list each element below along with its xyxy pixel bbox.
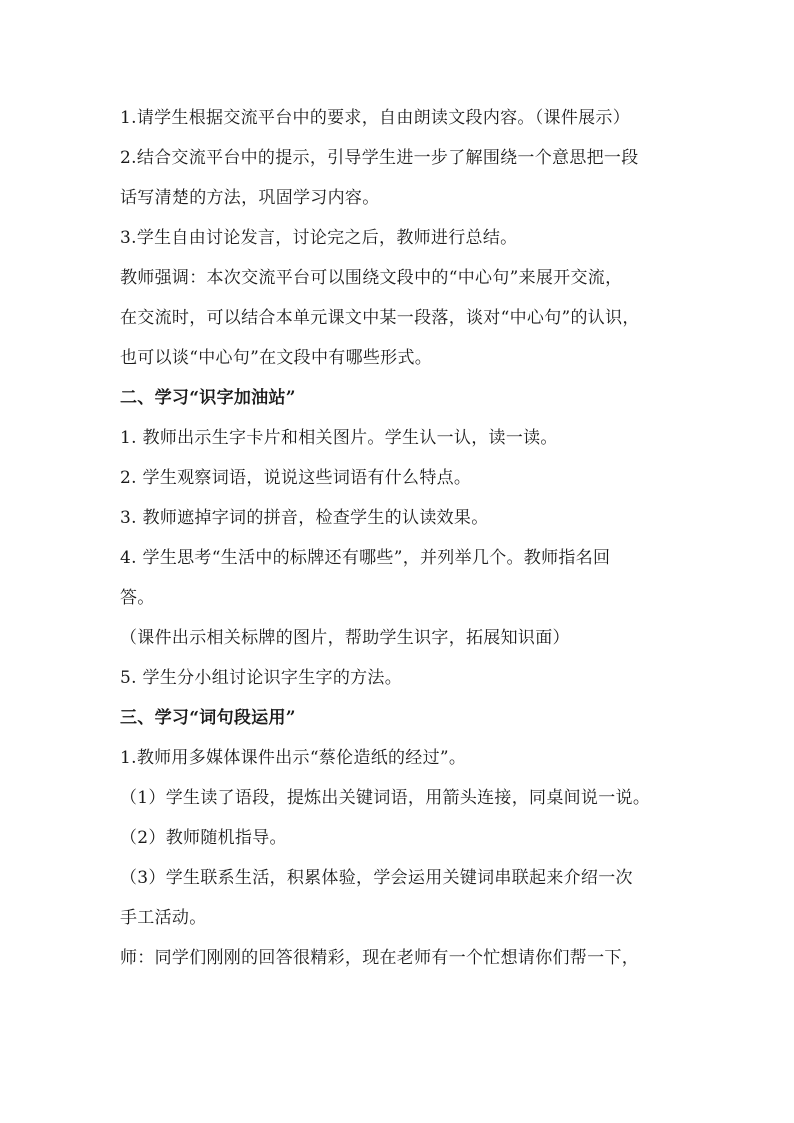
paragraph-line: 2. 学生观察词语，说说这些词语有什么特点。 [120,468,472,488]
paragraph-line: 师：同学们刚刚的回答很精彩，现在老师有一个忙想请你们帮一下， [120,948,639,968]
document-body [120,102,680,974]
paragraph-line: 1.请学生根据交流平台中的要求，自由朗读文段内容。（课件展示） [120,108,631,128]
paragraph-line: 2.结合交流平台中的提示，引导学生进一步了解围绕一个意思把一段 [120,148,639,168]
paragraph-line: 1. 教师出示生字卡片和相关图片。学生认一认，读一读。 [120,428,558,448]
paragraph-line: 3. 教师遮掉字词的拼音，检查学生的认读效果。 [120,508,489,528]
paragraph-line: 在交流时，可以结合本单元课文中某一段落，谈对“中心句”的认识， [120,308,640,328]
paragraph-line: （1）学生读了语段，提炼出关键词语，用箭头连接，同桌间说一说。 [120,788,651,808]
paragraph-line: （2）教师随机指导。 [120,828,287,848]
paragraph-line: 答。 [120,588,155,608]
paragraph-line: 1.教师用多媒体课件出示“蔡伦造纸的经过”。 [120,748,467,768]
paragraph-line: （3）学生联系生活，积累体验，学会运用关键词串联起来介绍一次 [120,868,633,888]
section-heading: 三、学习“词句段运用” [120,708,296,728]
section-heading: 二、学习“识字加油站” [120,388,296,408]
paragraph-line: 3.学生自由讨论发言，讨论完之后，教师进行总结。 [120,228,518,248]
paragraph-line: 也可以谈“中心句”在文段中有哪些形式。 [120,348,433,368]
paragraph-line: 手工活动。 [120,908,207,928]
paragraph-line: 教师强调：本次交流平台可以围绕文段中的“中心句”来展开交流， [120,268,623,288]
paragraph-line: 5. 学生分小组讨论识字生字的方法。 [120,668,403,688]
paragraph-line: （课件出示相关标牌的图片，帮助学生识字，拓展知识面） [120,628,570,648]
paragraph-line: 话写清楚的方法，巩固学习内容。 [120,188,380,208]
paragraph-line: 4. 学生思考“生活中的标牌还有哪些”，并列举几个。教师指名回 [120,548,611,568]
